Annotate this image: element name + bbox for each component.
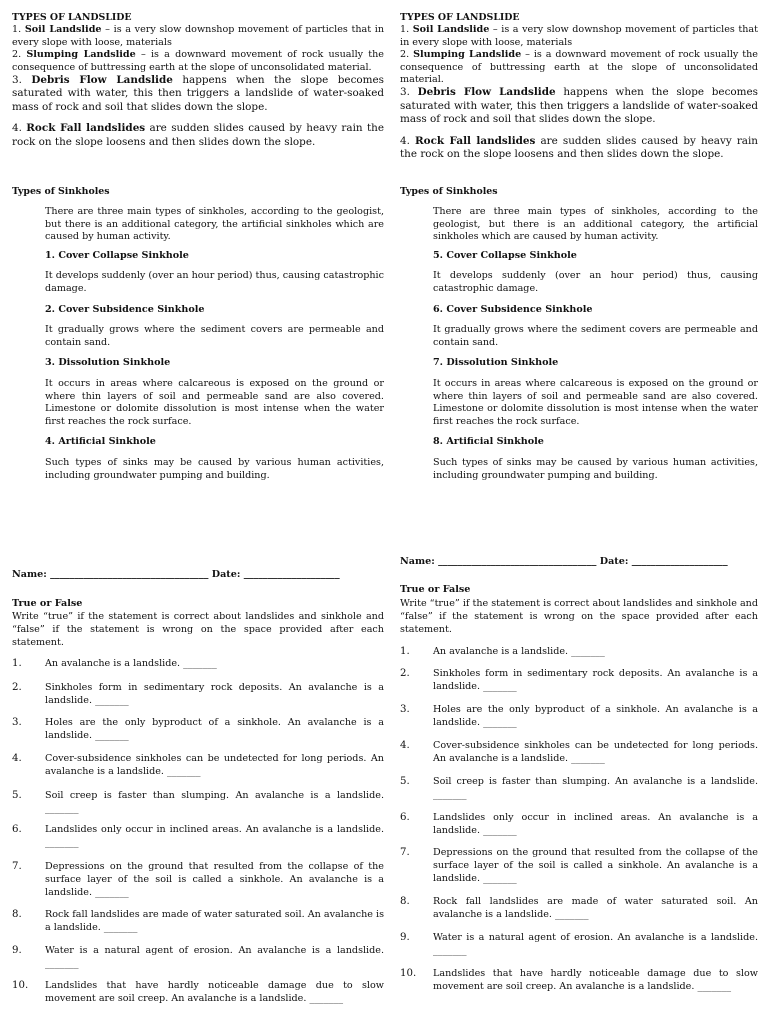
sinkholes-intro: There are three main types of sinkholes, according to the geologist, but there is an additional category, the artificial sinkholes which are caused by human activity. xyxy=(45,206,384,243)
landslide-section xyxy=(12,12,384,149)
sinkhole-title: 7. Dissolution Sinkhole xyxy=(433,357,559,369)
true-false-instructions: Write “true” if the statement is correct about landslides and sinkhole and “false” if the statement is wrong on the space provided after each statement. xyxy=(12,611,384,648)
landslide-item: 1. Soil Landslide – is a very slow downshop movement of particles that in every slope with loose, materials xyxy=(12,24,384,48)
sinkhole-text: It develops suddenly (over an hour period) thus, causing catastrophic damage. xyxy=(45,270,384,294)
sinkhole-title: 3. Dissolution Sinkhole xyxy=(45,357,171,369)
landslide-item: 1. Soil Landslide – is a very slow downshop movement of particles that in every slope with loose, materials xyxy=(400,24,758,48)
worksheet-left: TYPES OF LANDSLIDE 1. Soil Landslide – is a very slow downshop movement of particles that in every slope with loose, materials 2. Slumping Landslide – is a downward movement of rock usually the consequence of buttressing earth at the slope of unconsolidated material. 3. Debris Flow Landslide happens when the slope becomes saturated with water, this then triggers a landslide of water-soaked mass of rock and soil that slides down the slope. 4. Rock Fall landslides are sudden slides caused by heavy rain the rock on the slope loosens and then slides down the slope. Types of Sinkholes There are three main types of sinkholes, according to the geologist, but there is an additional category, the artificial sinkholes which are caused by human activity. 1. Cover Collapse Sinkhole It develops suddenly (over an hour period) thus, causing catastrophic damage. 2. Cover Subsidence Sinkhole It gradually grows where the sediment covers are permeable and contain sand. 3. Dissolution Sinkhole It occurs in areas where calcareous is exposed on the ground or where thin layers of soil and permeable sand are also covered. Limestone or dolomite dissolution is most intense when the water first reaches the rock surface. 4. Artificial Sinkhole Such types of sinks may be caused by various human activities, including groundwater pumping and building. Name: _________________________________ Date: ____________________ True or False Write “true” if the statement is correct about landslides and sinkhole and “false” if the statement is wrong on the space provided after each statement. 1. An avalanche is a landslide. _______ 2. Sinkholes form in sedimentary rock deposits. An avalanche is a landslide. _______ 3. Holes are the only byproduct of a sinkhole. An avalanche is a landslide. _______ 4. Cover-subsidence sinkholes can be undetected for long periods. An avalanche is a landslide. _______ 5. Soil creep is faster than slumping. An avalanche is a landslide. _______ 6. Landslides only occur in inclined areas. An avalanche is a landslide. _______ 7. Depressions on the ground that resulted from the collapse of the surface layer of the soil is called a sinkhole. An avalanche is a landslide. _______ 8. Rock fall landslides are made of water saturated soil. An avalanche is a landslide. _______ 9. Water is a natural agent of erosion. An avalanche is a landslide. _______ 10. Landslides that have hardly noticeable damage due to slow movement are soil creep. An avalanche is a landslide. _______ xyxy=(12,12,384,1005)
sinkhole-title: 4. Artificial Sinkhole xyxy=(45,436,156,448)
landslide-item: 3. Debris Flow Landslide happens when the slope becomes saturated with water, this then triggers a landslide of water-soaked mass of rock and soil that slides down the slope. xyxy=(12,74,384,113)
sinkholes-section xyxy=(45,206,384,490)
landslide-item: 4. Rock Fall landslides are sudden slides caused by heavy rain the rock on the slope loosens and then slides down the slope. xyxy=(12,122,384,148)
sinkhole-title: 2. Cover Subsidence Sinkhole xyxy=(45,303,205,315)
worksheet-right: TYPES OF LANDSLIDE 1. Soil Landslide – is a very slow downshop movement of particles that in every slope with loose, materials 2. Slumping Landslide – is a downward movement of rock usually the consequence of buttressing earth at the slope of unconsolidated material. 3. Debris Flow Landslide happens when the slope becomes saturated with water, this then triggers a landslide of water-soaked mass of rock and soil that slides down the slope. 4. Rock Fall landslides are sudden slides caused by heavy rain the rock on the slope loosens and then slides down the slope. Types of Sinkholes There are three main types of sinkholes, according to the geologist, but there is an additional category, the artificial sinkholes which are caused by human activity. 5. Cover Collapse Sinkhole It develops suddenly (over an hour period) thus, causing catastrophic damage. 6. Cover Subsidence Sinkhole It gradually grows where the sediment covers are permeable and contain sand. 7. Dissolution Sinkhole It occurs in areas where calcareous is exposed on the ground or where thin layers of soil and permeable sand are also covered. Limestone or dolomite dissolution is most intense when the water first reaches the rock surface. 8. Artificial Sinkhole Such types of sinks may be caused by various human activities, including groundwater pumping and building. Name: _________________________________ Date: ____________________ True or False Write “true” if the statement is correct about landslides and sinkhole and “false” if the statement is wrong on the space provided after each statement. 1. An avalanche is a landslide. _______ 2. Sinkholes form in sedimentary rock deposits. An avalanche is a landslide. _______ 3. Holes are the only byproduct of a sinkhole. An avalanche is a landslide. _______ 4. Cover-subsidence sinkholes can be undetected for long periods. An avalanche is a landslide. _______ 5. Soil creep is faster than slumping. An avalanche is a landslide. _______ 6. Landslides only occur in inclined areas. An avalanche is a landslide. _______ 7. Depressions on the ground that resulted from the collapse of the surface layer of the soil is called a sinkhole. An avalanche is a landslide. _______ 8. Rock fall landslides are made of water saturated soil. An avalanche is a landslide. _______ 9. Water is a natural agent of erosion. An avalanche is a landslide. _______ 10. Landslides that have hardly noticeable damage due to slow movement are soil creep. An avalanche is a landslide. _______ xyxy=(400,12,759,993)
landslide-item: 2. Slumping Landslide – is a downward movement of rock usually the consequence of buttressing earth at the slope of unconsolidated material. xyxy=(400,49,758,86)
true-false-instructions: Write “true” if the statement is correct about landslides and sinkhole and “false” if the statement is wrong on the space provided after each statement. xyxy=(400,598,759,635)
name-date-line: Name: _________________________________ Date: ____________________ xyxy=(400,556,728,567)
true-false-title: True or False xyxy=(12,598,83,609)
landslide-title: TYPES OF LANDSLIDE xyxy=(12,12,132,23)
landslide-item: 4. Rock Fall landslides are sudden slides caused by heavy rain the rock on the slope loosens and then slides down the slope. xyxy=(400,134,758,161)
sinkhole-title: 6. Cover Subsidence Sinkhole xyxy=(433,303,593,315)
sinkholes-intro: There are three main types of sinkholes, according to the geologist, but there is an additional category, the artificial sinkholes which are caused by human activity. xyxy=(433,206,758,243)
sinkhole-text: It occurs in areas where calcareous is exposed on the ground or where thin layers of soil and permeable sand are also covered. Limestone or dolomite dissolution is most intense when the water first reaches the rock surface. xyxy=(433,377,758,427)
sinkhole-text: It gradually grows where the sediment covers are permeable and contain sand. xyxy=(45,324,384,348)
true-false-title: True or False xyxy=(400,584,471,595)
landslide-item: 2. Slumping Landslide – is a downward movement of rock usually the consequence of buttressing earth at the slope of unconsolidated material. xyxy=(12,49,384,73)
sinkhole-text: Such types of sinks may be caused by various human activities, including groundwater pumping and building. xyxy=(433,456,758,481)
sinkhole-title: 8. Artificial Sinkhole xyxy=(433,436,544,448)
sinkhole-text: Such types of sinks may be caused by various human activities, including groundwater pumping and building. xyxy=(45,456,384,481)
landslide-section xyxy=(400,12,758,161)
landslide-title: TYPES OF LANDSLIDE xyxy=(400,12,520,23)
sinkhole-text: It gradually grows where the sediment covers are permeable and contain sand. xyxy=(433,324,758,348)
sinkholes-section xyxy=(433,206,758,490)
sinkholes-title: Types of Sinkholes xyxy=(12,186,110,197)
sinkhole-title: 1. Cover Collapse Sinkhole xyxy=(45,249,189,261)
sinkhole-text: It occurs in areas where calcareous is exposed on the ground or where thin layers of soil and permeable sand are also covered. Limestone or dolomite dissolution is most intense when the water first reaches the rock surface. xyxy=(45,377,384,427)
name-date-line: Name: _________________________________ Date: ____________________ xyxy=(12,569,340,580)
sinkhole-text: It develops suddenly (over an hour period) thus, causing catastrophic damage. xyxy=(433,270,758,294)
landslide-item: 3. Debris Flow Landslide happens when the slope becomes saturated with water, this then triggers a landslide of water-soaked mass of rock and soil that slides down the slope. xyxy=(400,86,758,126)
sinkholes-title: Types of Sinkholes xyxy=(400,186,498,197)
sinkhole-title: 5. Cover Collapse Sinkhole xyxy=(433,249,577,261)
